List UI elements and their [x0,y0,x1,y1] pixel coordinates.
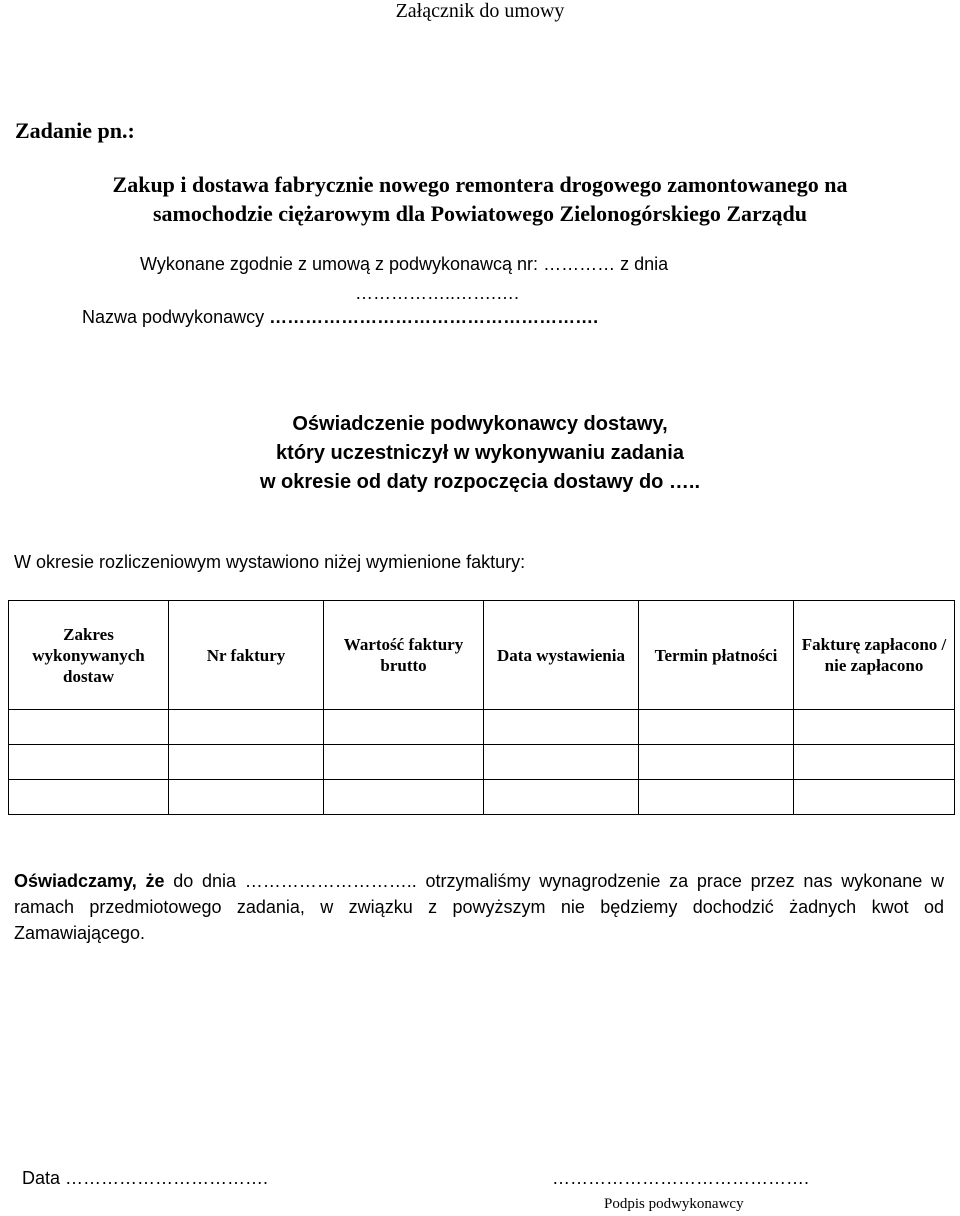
subcontractor-line [82,307,598,328]
table-cell[interactable] [794,780,955,815]
declaration-text: do dnia ……………………….. otrzymaliśmy wynagrodzenie za prace przez nas wykonane w ramach przedmiotowego zadania, w związku z powyższym nie będziemy dochodzić żadnych kwot od Zamawiającego. [14,871,944,943]
invoices-table [8,600,955,815]
header-invoice-value: Wartość faktury brutto [324,601,484,710]
header-payment-term: Termin płatności [639,601,794,710]
table-cell[interactable] [9,710,169,745]
table-cell[interactable] [794,745,955,780]
statement-title-line-2: który uczestniczył w wykonywaniu zadania [276,442,684,464]
statement-title-line-1: Oświadczenie podwykonawcy dostawy, [292,413,668,435]
table-cell[interactable] [794,710,955,745]
table-cell[interactable] [9,780,169,815]
contract-date-label: z dnia [620,254,669,274]
table-cell[interactable] [484,780,639,815]
table-row [9,780,955,815]
table-cell[interactable] [324,745,484,780]
task-label: Zadanie pn.: [15,118,135,143]
table-cell[interactable] [484,710,639,745]
contract-line [140,254,668,275]
table-cell[interactable] [639,745,794,780]
date-label: Data [22,1168,66,1188]
contract-date-field[interactable]: ……………..…….…. [355,283,520,303]
declaration-paragraph [14,868,944,946]
task-title-line-1: Zakup i dostawa fabrycznie nowego remontera drogowego zamontowanego na [112,172,848,197]
period-text: W okresie rozliczeniowym wystawiono niżej wymienione faktury: [14,552,526,572]
signature-label: Podpis podwykonawcy [604,1196,744,1212]
header-issue-date: Data wystawienia [484,601,639,710]
table-header-row [9,601,955,710]
table-cell[interactable] [169,780,324,815]
header-delivery-scope: Zakres wykonywanych dostaw [9,601,169,710]
header-payment-status: Fakturę zapłacono / nie zapłacono [794,601,955,710]
table-cell[interactable] [639,710,794,745]
table-row [9,745,955,780]
header-note: Załącznik do umowy [395,0,565,22]
subcontractor-name-field[interactable]: ………………………………………………. [269,307,599,327]
table-cell[interactable] [9,745,169,780]
table-cell[interactable] [639,780,794,815]
contract-number-field[interactable]: ………… [543,254,621,274]
statement-title [0,410,960,497]
table-cell[interactable] [169,745,324,780]
task-title-line-2: samochodzie ciężarowym dla Powiatowego Zielonogórskiego Zarządu [152,201,808,226]
contract-label: Wykonane zgodnie z umową z podwykonawcą nr: [140,254,544,274]
declaration-bold-start: Oświadczamy, że [14,871,165,891]
table-cell[interactable] [484,745,639,780]
table-cell[interactable] [169,710,324,745]
table-cell[interactable] [324,780,484,815]
table-cell[interactable] [324,710,484,745]
table-row [9,710,955,745]
header-invoice-number: Nr faktury [169,601,324,710]
task-title [0,170,960,228]
signature-field[interactable]: ……………………………………. [552,1168,810,1188]
date-field[interactable]: ……………………………. [65,1168,269,1188]
statement-title-line-3: w okresie od daty rozpoczęcia dostawy do ….. [259,471,701,493]
date-line [22,1168,268,1189]
subcontractor-label: Nazwa podwykonawcy [82,307,270,327]
